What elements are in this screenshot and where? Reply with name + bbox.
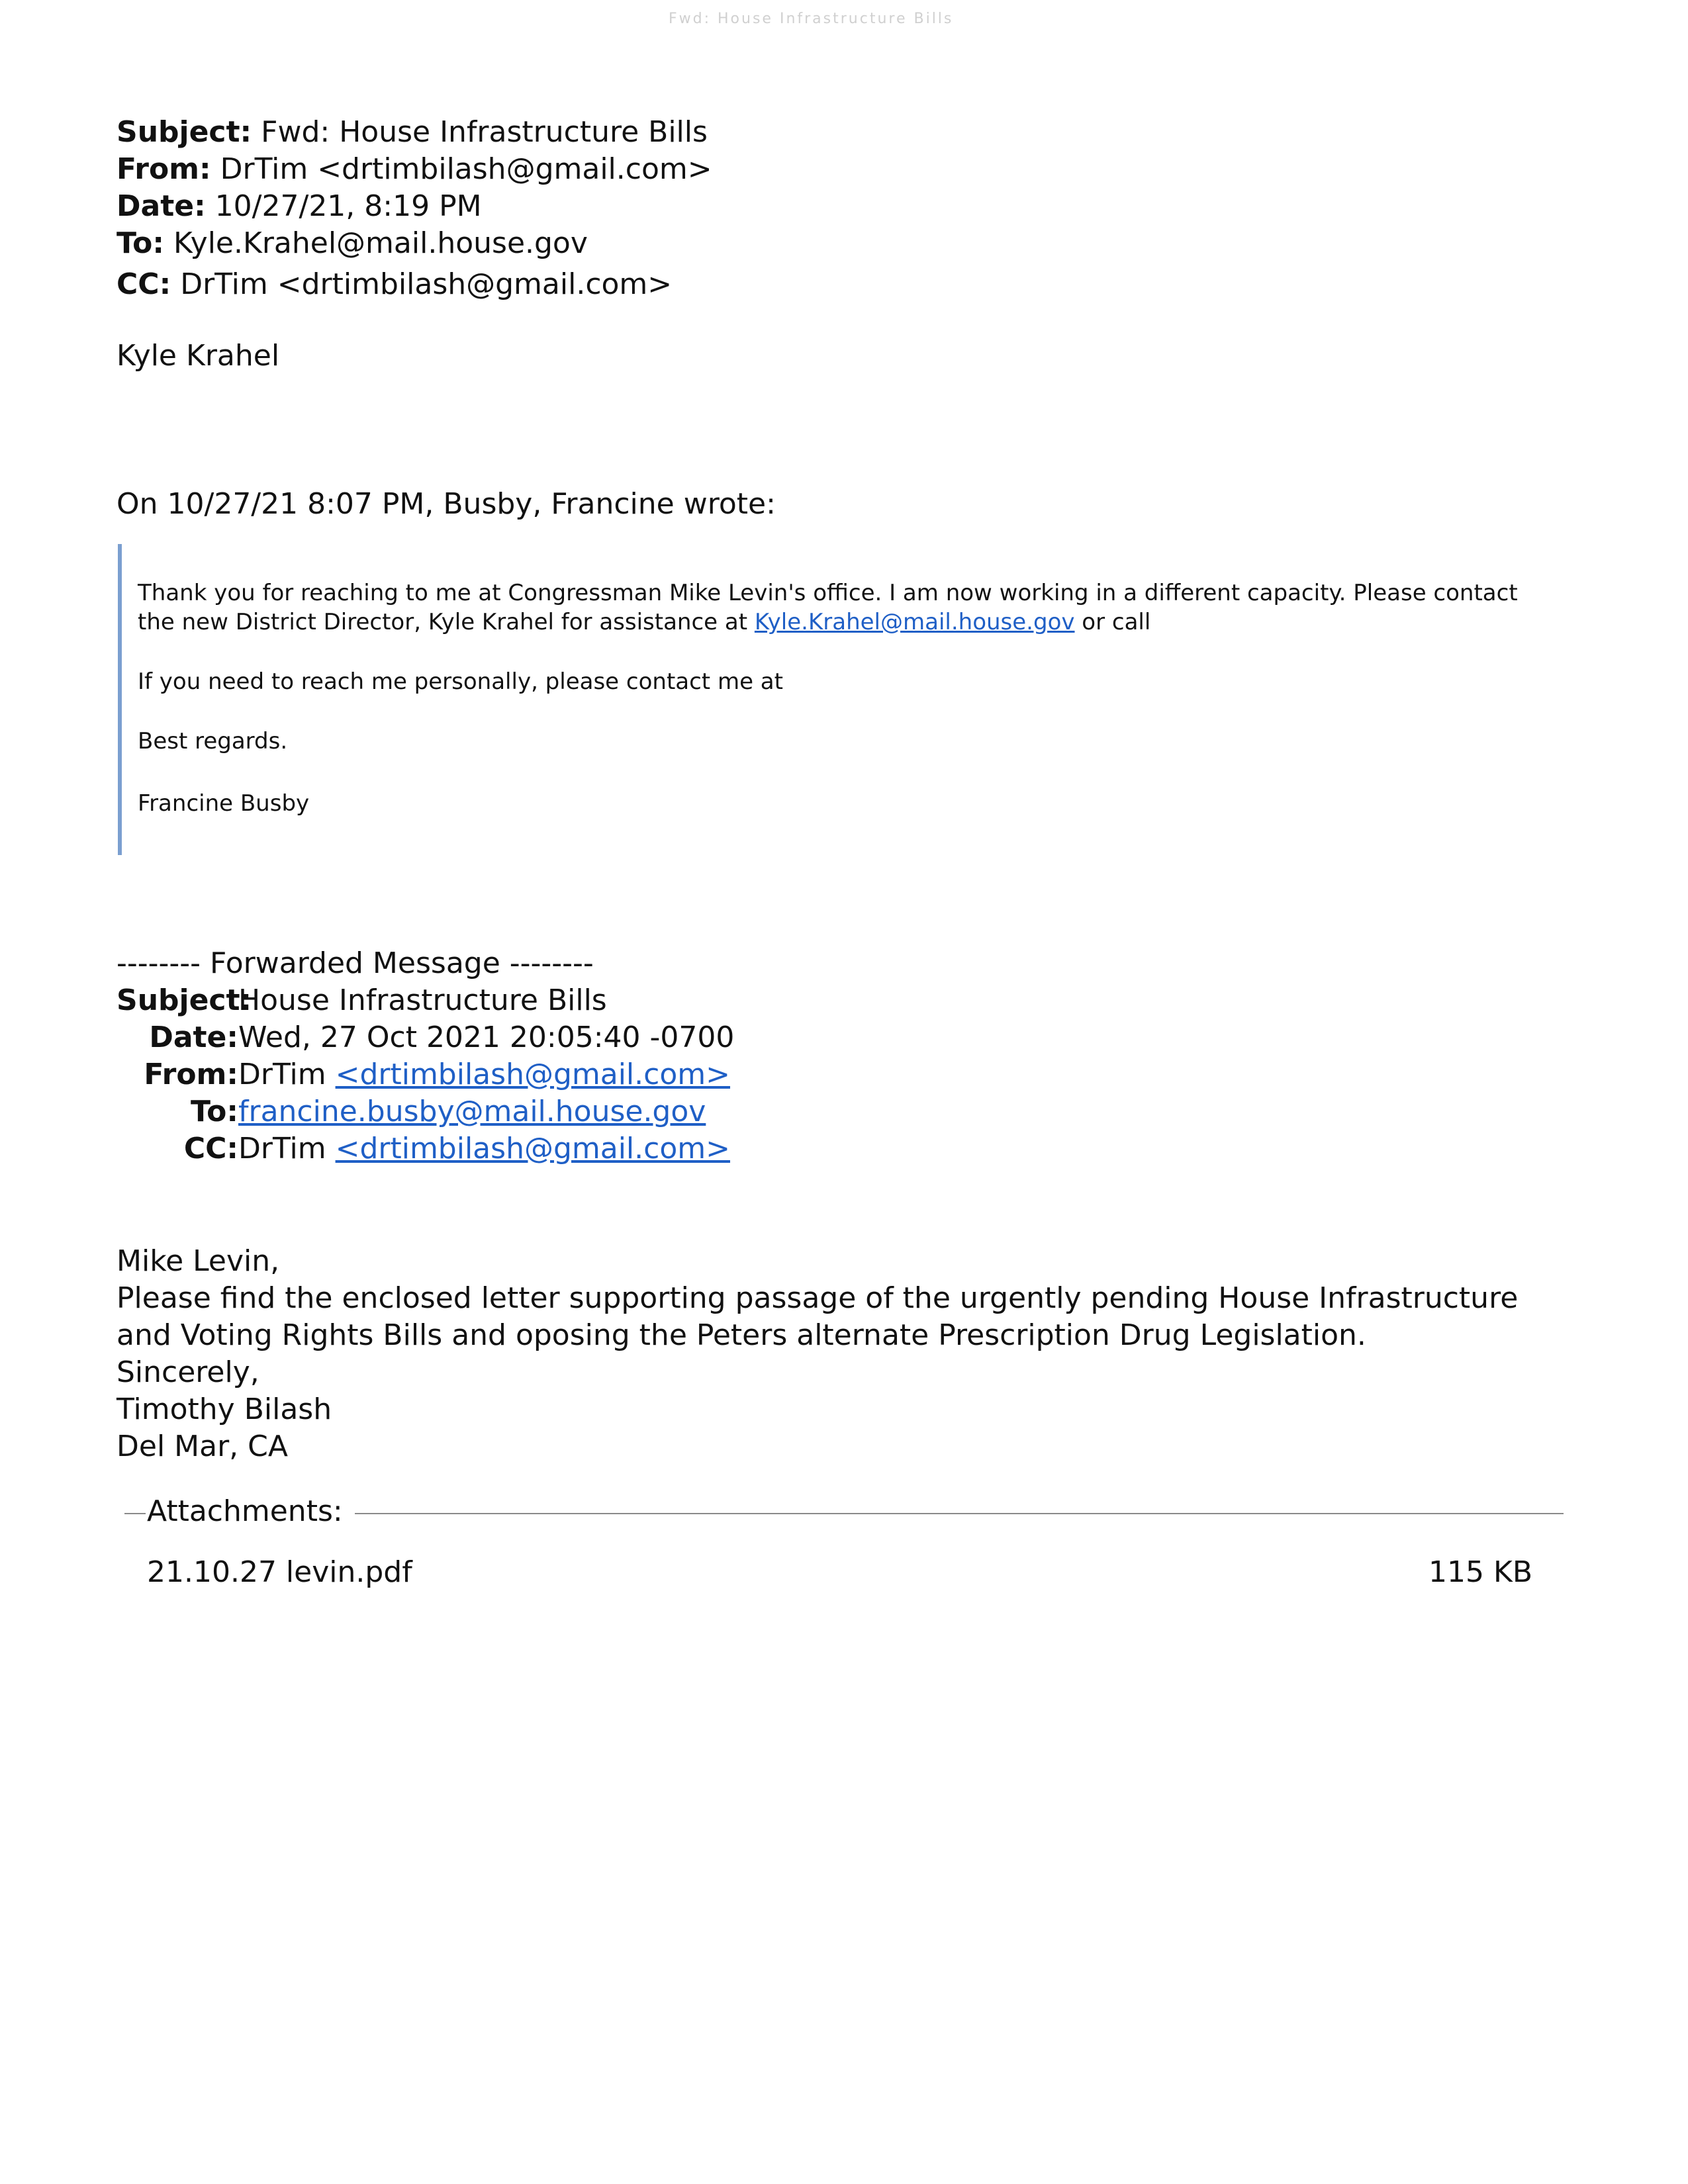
quote-line-4: Best regards. (138, 728, 288, 754)
quote-line-1: Thank you for reaching to me at Congressman Mike Levin's office. I am now working in a different capacity. Please contact (138, 580, 1518, 606)
fwd-to-row (117, 1095, 706, 1128)
fwd-to-label: To: (191, 1095, 238, 1128)
fwd-cc-name: DrTim (238, 1132, 336, 1165)
header-from-row (117, 152, 712, 186)
kyle-email-link[interactable]: Kyle.Krahel@mail.house.gov (754, 609, 1075, 635)
cc-value: DrTim <drtimbilash@gmail.com> (180, 267, 673, 301)
attachment-name[interactable]: 21.10.27 levin.pdf (147, 1555, 412, 1589)
subject-value: Fwd: House Infrastructure Bills (261, 115, 708, 149)
fwd-from-label: From: (144, 1058, 238, 1091)
fwd-subject-value: House Infrastructure Bills (238, 983, 607, 1017)
header-subject-row (117, 115, 708, 149)
message-line-6: Del Mar, CA (117, 1430, 288, 1463)
faint-page-header: Fwd: House Infrastructure Bills (669, 11, 954, 27)
header-cc-row (117, 267, 672, 301)
quote-signature: Francine Busby (138, 790, 310, 817)
quote-line-2-text: the new District Director, Kyle Krahel for assistance at (138, 609, 755, 635)
fwd-to-email-link[interactable]: francine.busby@mail.house.gov (238, 1095, 706, 1128)
message-line-1: Mike Levin, (117, 1244, 280, 1278)
message-line-3: and Voting Rights Bills and oposing the Peters alternate Prescription Drug Legislation. (117, 1318, 1366, 1352)
cc-label: CC: (117, 267, 171, 301)
to-value: Kyle.Krahel@mail.house.gov (173, 226, 588, 260)
fwd-cc-label: CC: (183, 1132, 238, 1165)
fwd-date-value: Wed, 27 Oct 2021 20:05:40 -0700 (238, 1021, 735, 1054)
body-greeting: Kyle Krahel (117, 339, 280, 373)
forwarded-title: -------- Forwarded Message -------- (117, 946, 594, 980)
to-label: To: (117, 226, 164, 260)
attachment-size: 115 KB (1429, 1555, 1533, 1589)
fwd-date-row (117, 1021, 734, 1054)
header-date-row (117, 189, 482, 223)
quote-line-3: If you need to reach me personally, please contact me at (138, 668, 783, 695)
fwd-subject-row (117, 983, 607, 1017)
fwd-from-email-link[interactable]: <drtimbilash@gmail.com> (335, 1058, 730, 1091)
attachments-rule-left (124, 1513, 146, 1514)
fwd-subject-label: Subject: (117, 983, 252, 1017)
attachments-rule-right (355, 1513, 1564, 1514)
quote-bar (118, 544, 122, 855)
reply-intro: On 10/27/21 8:07 PM, Busby, Francine wrote: (117, 487, 776, 521)
message-line-5: Timothy Bilash (117, 1392, 332, 1426)
date-value: 10/27/21, 8:19 PM (214, 189, 482, 223)
fwd-from-name: DrTim (238, 1058, 336, 1091)
header-to-row (117, 226, 588, 260)
quote-line-2 (138, 609, 1150, 635)
message-line-2: Please find the enclosed letter supporting passage of the urgently pending House Infrastructure (117, 1281, 1519, 1315)
attachments-label: Attachments: (147, 1494, 343, 1528)
fwd-from-row (117, 1058, 730, 1091)
date-label: Date: (117, 189, 206, 223)
message-line-4: Sincerely, (117, 1355, 259, 1389)
from-label: From: (117, 152, 211, 186)
quote-line-2-suffix: or call (1074, 609, 1151, 635)
fwd-cc-row (117, 1132, 730, 1165)
fwd-date-label: Date: (149, 1021, 238, 1054)
fwd-cc-email-link[interactable]: <drtimbilash@gmail.com> (335, 1132, 730, 1165)
from-value: DrTim <drtimbilash@gmail.com> (220, 152, 712, 186)
subject-label: Subject: (117, 115, 252, 149)
